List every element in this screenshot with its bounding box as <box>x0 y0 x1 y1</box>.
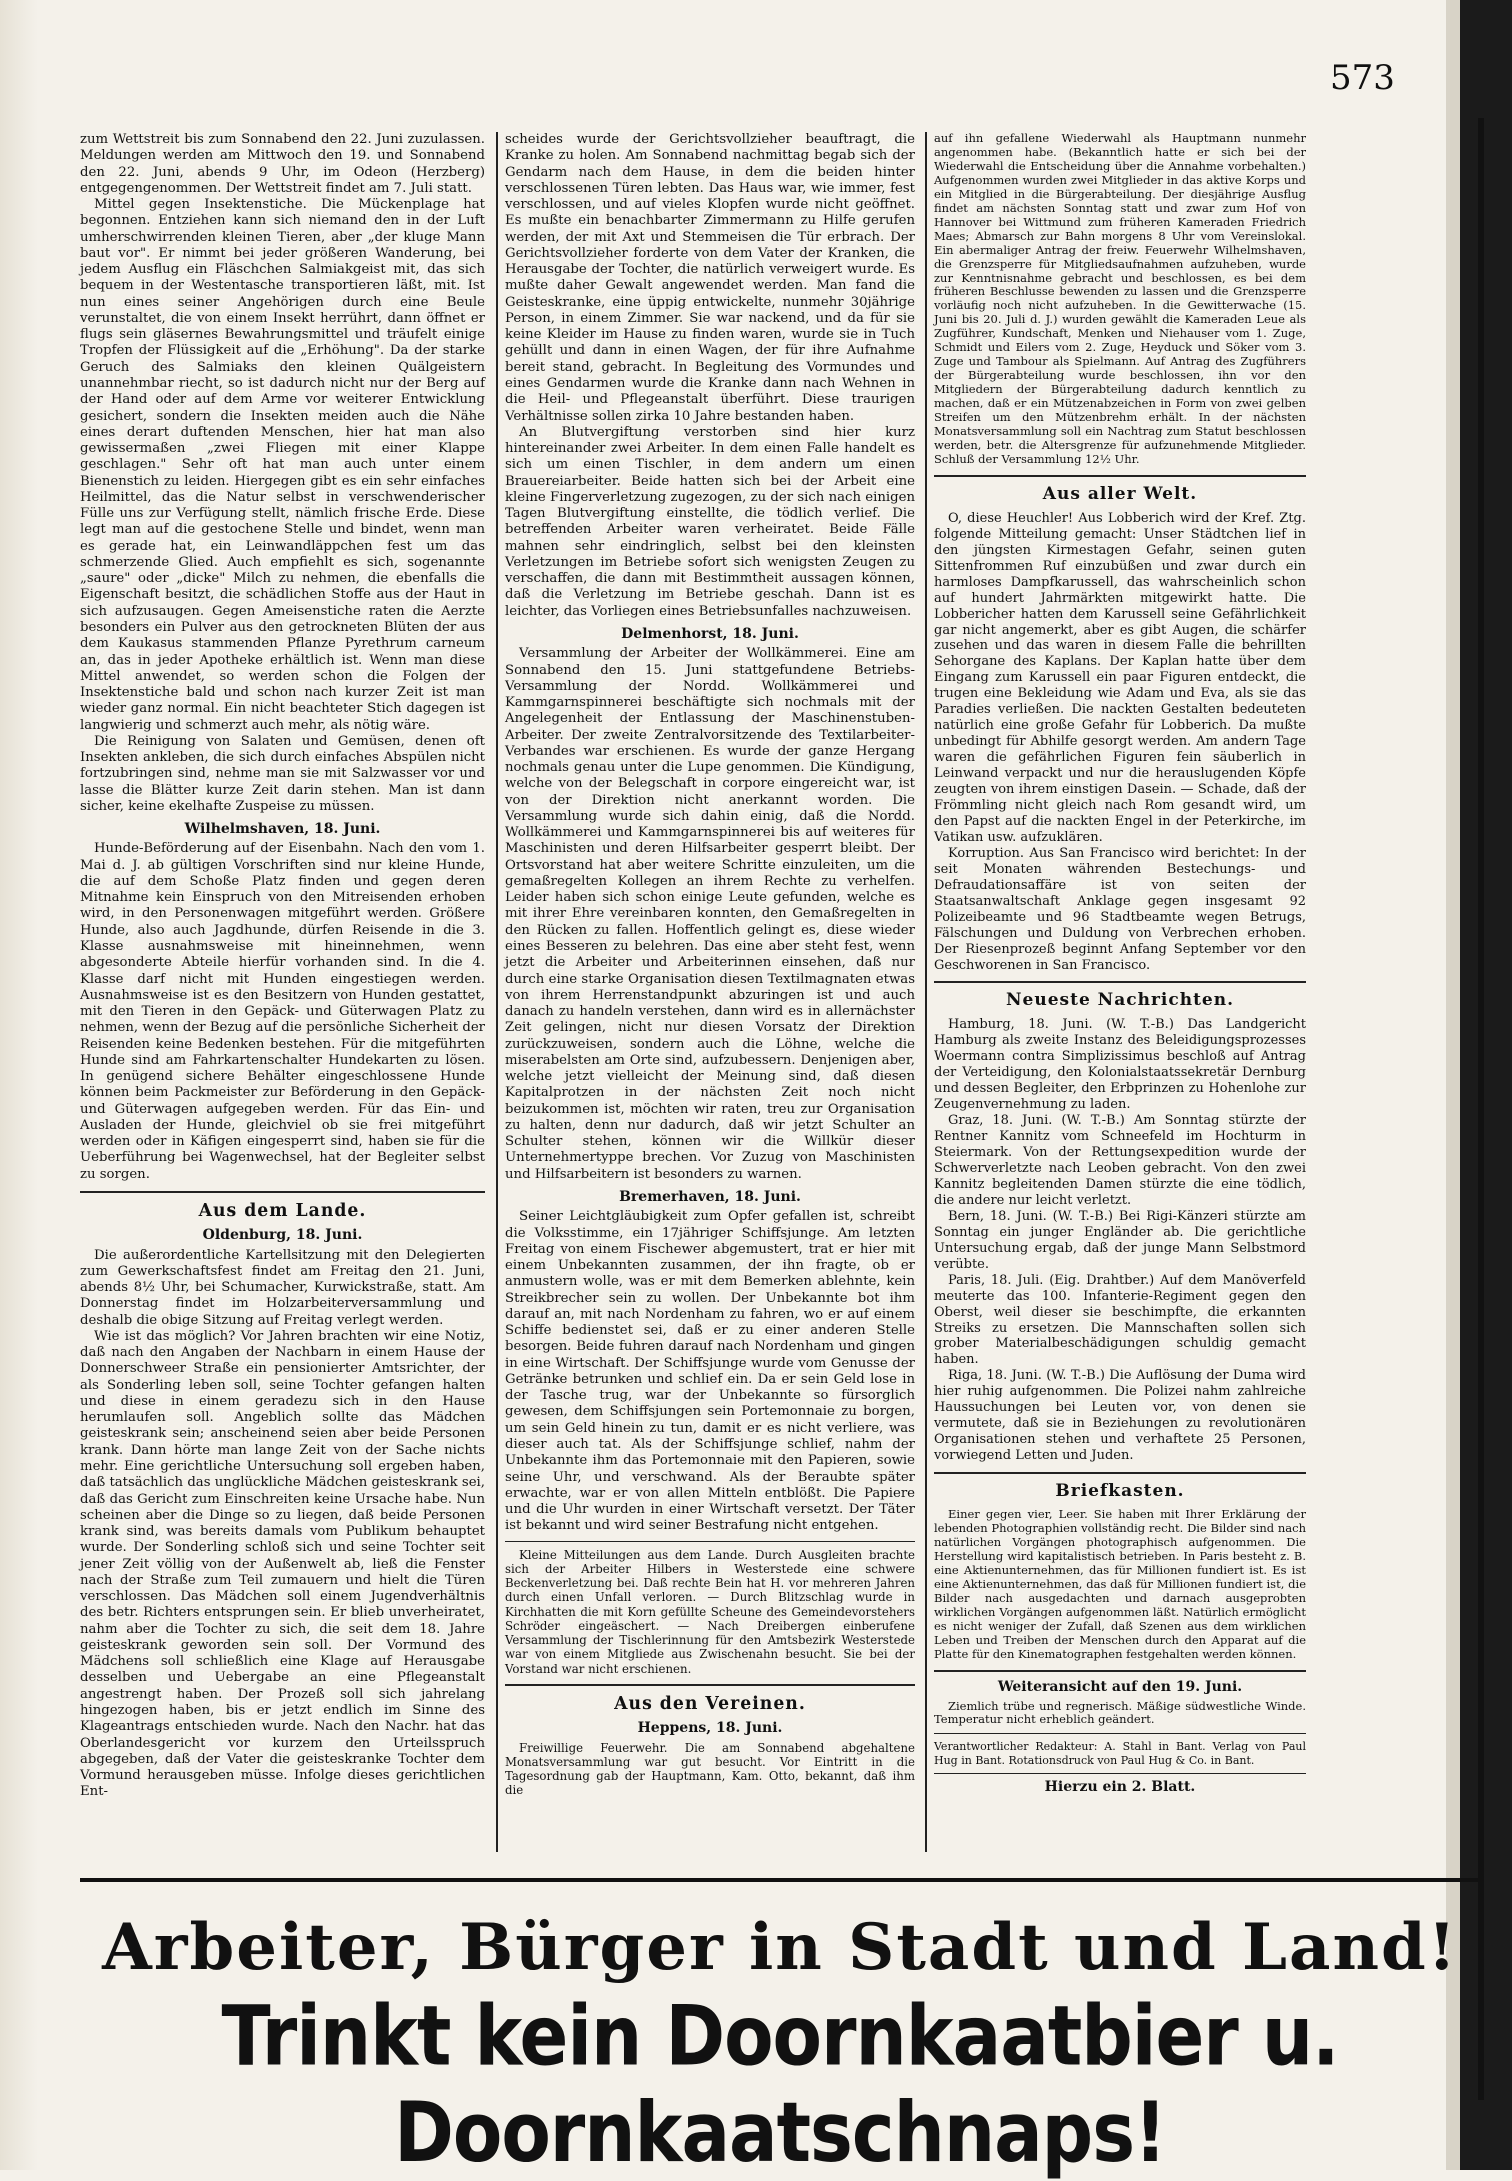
weather-heading: Weiteransicht auf den 19. Juni. <box>997 1678 1243 1695</box>
news-item: Paris, 18. Juli. (Eig. Drahtber.) Auf dem Manöverfeld meuterte das 100. Infanterie-Regiment gegen den Oberst, weil dieser sie beschimpfte, die erkannten Streiks zu ersetzen. Die Mannschaften sollen sich grober Materialbeschädigungen schuldig gemacht haben. <box>934 1272 1306 1368</box>
advertisement-banner <box>80 1878 1480 2181</box>
article-text: zum Wettstreit bis zum Sonnabend den 22. Juni zuzulassen. Meldungen werden am Mittwoch den 19. und Sonnabend den 22. Juni, abends 9 Uhr, im Odeon (Herzberg) entgegengenommen. Der Wettstreit findet am 7. Juli statt. <box>80 132 485 196</box>
column-1 <box>80 132 485 1801</box>
page-border <box>1478 118 1484 2100</box>
dateline: Heppens, 18. Juni. <box>637 1720 783 1737</box>
dateline: Delmenhorst, 18. Juni. <box>621 625 799 642</box>
article-text: Die außerordentliche Kartellsitzung mit den Delegierten zum Gewerkschaftsfest findet am Freitag den 21. Juni, abends 8½ Uhr, bei Schumacher, Kurwickstraße, statt. Am Donnerstag findet im Holzarbeiterversammlung und deshalb die obige Sitzung auf Freitag verlegt werden. <box>80 1247 485 1328</box>
article-text: Korruption. Aus San Francisco wird berichtet: In der seit Monaten währenden Bestechungs- und Defraudationsaffäre ist von seiten der Staatsanwaltschaft Anklage gegen insgesamt 92 Polizeibeamte und 96 Stadtbeamte wegen Betrugs, Fälschungen und Duldung von Verbrechen erhoben. Der Riesenprozeß beginnt Anfang September vor den Geschworenen in San Francisco. <box>934 845 1306 973</box>
news-item: Hamburg, 18. Juni. (W. T.-B.) Das Landgericht Hamburg als zweite Instanz des Beleidigungsprozesses Woermann contra Simplizissimus beschloß auf Antrag der Verteidigung, den Kolonialstaatssekretär Dernburg und dessen Begleiter, den Erbprinzen zu Hohenlohe zur Zeugenvernehmung zu laden. <box>934 1017 1306 1113</box>
section-heading: Aus aller Welt. <box>1042 483 1198 504</box>
divider <box>934 475 1306 477</box>
section-heading: Aus den Vereinen. <box>614 1693 806 1714</box>
binder-edge <box>1446 0 1460 2170</box>
news-item: Riga, 18. Juni. (W. T.-B.) Die Auflösung der Duma wird hier ruhig aufgenommen. Die Polizei nahm zahlreiche Haussuchungen bei Leuten vor, von denen sie vermutete, daß sie in Beziehungen zu revolutionären Organisationen stehen und verhaftete 25 Personen, vorwiegend Letten und Juden. <box>934 1368 1306 1464</box>
article-text: Versammlung der Arbeiter der Wollkämmerei. Eine am Sonnabend den 15. Juni stattgefundene Betriebs-Versammlung der Nordd. Wollkämmerei und Kammgarnspinnerei beschäftigte sich nochmals mit der Angelegenheit der Entlassung der Maschinenstuben-Arbeiter. Der zweite Zentralvorsitzende des Textilarbeiter-Verbandes war erschienen. Es wurde der ganze Hergang nochmals genau unter die Lupe genommen. Die Kündigung, welche von der Belegschaft in corpore eingereicht war, ist von der Direktion nicht anerkannt worden. Die Versammlung wurde sich dahin einig, daß die Nordd. Wollkämmerei und Kammgarnspinnerei bis auf weiteres für Maschinisten und deren Hilfsarbeiter gesperrt bleibt. Der Ortsvorstand hat aber weitere Schritte einzuleiten, um die gemaßregelten Kollegen an ihrem Rechte zu verhelfen. Leider haben sich schon einige Leute gefunden, welche es mit ihrer Ehre vereinbaren konnten, den Gemaßregelten in den Rücken zu fallen. Hoffentlich gelingt es, diese wieder eines Besseren zu belehren. Das eine aber steht fest, wenn jetzt die Arbeiter und Arbeiterinnen einsehen, daß nur durch eine starke Organisation diesen Textilmagnaten etwas von ihrem Herrenstandpunkt abzuringen ist und auch danach zu handeln verstehen, dann wird es in allernächster Zeit gelingen, nicht nur diesen Vorsatz der Direktion zurückzuweisen, sondern auch die Löhne, welche die miserabelsten am Orte sind, aufzubessern. Denjenigen aber, welche jetzt vielleicht der Meinung sind, daß diesen Kapitalprotzen in der nächsten Zeit noch nicht beizukommen ist, möchten wir raten, treu zur Organisation zu halten, denn nur dadurch, daß wir jetzt Schulter an Schulter stehen, können wir die Willkür dieser Unternehmertyppe brechen. Vor Zuzug von Maschinisten und Hilfsarbeitern ist besonders zu warnen. <box>505 646 915 1182</box>
banner-line-1: Arbeiter, Bürger in Stadt und Land! <box>102 1910 1458 1985</box>
article-text: auf ihn gefallene Wiederwahl als Hauptmann nunmehr angenommen habe. (Bekanntlich hatte er sich bei der Wiederwahl die Entscheidung über die Annahme vorbehalten.) Aufgenommen wurden zwei Mitglieder in das aktive Korps und ein Mitglied in die Bürgerabteilung. Der diesjährige Ausflug findet am nächsten Sonntag statt und zwar zum Hof von Hannover bei Wittmund zum früheren Kameraden Friedrich Maes; Abmarsch zur Bahn morgens 8 Uhr vom Vereinslokal. Ein abermaliger Antrag der freiw. Feuerwehr Wilhelmshaven, die Grenzsperre für Mitgliedsaufnahmen aufzuheben, wurde zur Kenntnisnahme gebracht und beschlossen, es bei dem früheren Beschlusse bewenden zu lassen und die Grenzsperre vorläufig noch nicht aufzuheben. In die Gewitterwache (15. Juni bis 20. Juli d. J.) wurden gewählt die Kameraden Leue als Zugführer, Kundschaft, Menken und Niehauser vom 1. Zuge, Schmidt und Eilers vom 2. Zuge, Heyduck und Söker vom 3. Zuge und Tambour als Spielmann. Auf Antrag des Zugführers der Bürgerabteilung wurde beschlossen, ihn vor den Mitgliedern der Bürgerabteilung dadurch kenntlich zu machen, daß er ein Mützenabzeichen in Form von zwei gelben Streifen um den Mützenbrehm erhält. In der nächsten Monatsversammlung soll ein Nachtrag zum Statut beschlossen werden, betr. die Altersgrenze für aufzunehmende Mitglieder. Schluß der Versammlung 12½ Uhr. <box>934 131 1306 466</box>
dateline: Bremerhaven, 18. Juni. <box>619 1189 801 1205</box>
weather-text: Ziemlich trübe und regnerisch. Mäßige südwestliche Winde. Temperatur nicht erheblich geändert. <box>934 1698 1306 1727</box>
divider <box>934 1670 1306 1672</box>
divider <box>934 1773 1306 1774</box>
column-2 <box>505 132 915 1798</box>
binder-strip <box>1460 0 1512 2170</box>
dateline: Oldenburg, 18. Juni. <box>202 1227 363 1244</box>
section-heading: Briefkasten. <box>1055 1481 1185 1502</box>
dateline: Wilhelmshaven, 18. Juni. <box>184 821 381 838</box>
divider <box>934 1472 1306 1474</box>
article-text: An Blutvergiftung verstorben sind hier kurz hintereinander zwei Arbeiter. In dem einen Falle handelt es sich um einen Tischler, in dem andern um einen Brauereiarbeiter. Beide hatten sich bei der Arbeit eine kleine Fingerverletzung zugezogen, zu der sich nach einigen Tagen Blutvergiftung einstellte, die tödlich verlief. Die betreffenden Arbeiter waren verheiratet. Beide Fälle mahnen sehr eindringlich, selbst bei den kleinsten Verletzungen im Betriebe sofort sich wenigsten Zeugen zu verschaffen, die dann mit Bestimmtheit aussagen können, daß die Verletzung im Betriebe geschah. Dann ist es leichter, das Vorliegen eines Betriebsunfalles nachzuweisen. <box>505 424 915 619</box>
section-heading: Aus dem Lande. <box>198 1201 367 1221</box>
news-item: Bern, 18. Juni. (W. T.-B.) Bei Rigi-Känzeri stürzte am Sonntag ein junger Engländer ab. Die gerichtliche Untersuchung ergab, daß der junge Mann Selbstmord verübte. <box>934 1208 1306 1272</box>
article-text: scheides wurde der Gerichtsvollzieher beauftragt, die Kranke zu holen. Am Sonnabend nachmittag begab sich der Gendarm nach dem Hause, in dem die beiden hinter verschlossenen Türen lebten. Das Haus war, wie immer, fest verschlossen, und auf vieles Klopfen wurde nicht geöffnet. Es mußte ein benachbarter Zimmermann zu Hilfe gerufen werden, der mit Axt und Stemmeisen die Tür erbrach. Der Gerichtsvollzieher forderte von dem Vater der Kranken, die Herausgabe der Tochter, die natürlich verweigert wurde. Es mußte daher Gewalt angewendet werden. Man fand die Geisteskranke, eine üppig entwickelte, nunmehr 30jährige Person, in einem Zimmer. Sie war nackend, und da für sie keine Kleider im Hause zu finden waren, wurde sie in Tuch gehüllt und dann in einen Wagen, der für ihre Aufnahme bereit stand, gebracht. In Begleitung des Vormundes und eines Gendarmen wurde die Kranke dann nach Wehnen in die Heil- und Pflegeanstalt überführt. Diese traurigen Verhältnisse sollen zirka 10 Jahre bestanden haben. <box>505 132 915 424</box>
article-text: Hunde-Beförderung auf der Eisenbahn. Nach den vom 1. Mai d. J. ab gültigen Vorschriften sind nur kleine Hunde, die auf dem Schoße Platz finden und gegen deren Mitnahme kein Einspruch von den Mitreisenden erhoben wird, in den Personenwagen mitgeführt werden. Größere Hunde, also auch Jagdhunde, dürfen Reisende in die 3. Klasse ausnahmsweise mit hineinnehmen, wenn abgesonderte Abteile hierfür vorhanden sind. In die 4. Klasse darf nicht mit Hunden eingestiegen werden. Ausnahmsweise ist es den Besitzern von Hunden gestattet, mit den Tieren in den Gepäck- und Güterwagen Platz zu nehmen, wenn der Bezug auf die persönliche Sicherheit der Reisenden keine Bedenken bestehen. Für die mitgeführten Hunde sind am Fahrkartenschalter Hundekarten zu lösen. In genügend sichere Behälter eingeschlossene Hunde können beim Packmeister zur Beförderung in den Gepäck- und Güterwagen aufgegeben werden. Für das Ein- und Ausladen der Hunde, gleichviel ob sie frei mitgeführt werden oder in Käfigen eingesperrt sind, haben sie für die Ueberführung bei Wagenwechsel, hat der Begleiter selbst zu sorgen. <box>80 841 485 1182</box>
article-text: Die Reinigung von Salaten und Gemüsen, denen oft Insekten ankleben, die sich durch einfaches Abspülen nicht fortzubringen sind, nehme man sie mit Salzwasser vor und lasse die Blätter kurze Zeit darin stehen. Man ist dann sicher, keine ekelhafte Zuspeise zu müssen. <box>80 733 485 814</box>
article-text: Wie ist das möglich? Vor Jahren brachten wir eine Notiz, daß nach den Angaben der Nachbarn in einem Hause der Donnerschweer Straße ein pensionierter Amtsrichter, der als Sonderling leben soll, seine Tochter gefangen halten und diese in einem geradezu sich in den Hause herumlaufen soll. Angeblich sollte das Mädchen geisteskrank sein; anscheinend seien aber beide Personen krank. Dann hörte man lange Zeit von der Sache nichts mehr. Eine gerichtliche Untersuchung soll ergeben haben, daß tatsächlich das unglückliche Mädchen geisteskrank sei, daß das Gericht zum Einschreiten keine Ursache habe. Nun scheinen aber die Dinge so zu liegen, daß beide Personen krank sind, was bereits damals vom Publikum behauptet wurde. Der Sonderling schloß sich und seine Tochter seit jener Zeit völlig von der Außenwelt ab, ließ die Fenster nach der Straße zum Teil zumauern und hielt die Türen verschlossen. Das Mädchen soll einem Jugendverhältnis des betr. Richters entsprungen sein. Er blieb unverheiratet, nahm aber die Tochter zu sich, die seit dem 18. Jahre geisteskrank geworden sein soll. Der Vormund des Mädchens soll schließlich eine Klage auf Herausgabe desselben und Uebergabe an eine Pflegeanstalt angestrengt haben. Der Prozeß soll sich jahrelang hingezogen haben, bis er jetzt endlich im Sinne des Klageantrags entschieden wurde. Nach den Nachr. hat das Oberlandesgericht vor kurzem den Urteilsspruch abgegeben, daß der Vater die geisteskranke Tochter dem Vormund herausgeben müsse. Infolge dieses gerichtlichen Ent- <box>80 1328 485 1800</box>
imprint: Verantwortlicher Redakteur: A. Stahl in Bant. Verlag von Paul Hug in Bant. Rotationsdruck von Paul Hug & Co. in Bant. <box>934 1740 1306 1767</box>
letterbox-text: Einer gegen vier, Leer. Sie haben mit Ihrer Erklärung der lebenden Photographien vollständig recht. Die Bilder sind nach natürlichen Vorgängen photographisch aufgenommen. Die Herstellung wird kapitalistisch betrieben. In Paris besteht z. B. eine Aktienunternehmen, das für Millionen fundiert ist. Es ist eine Aktienunternehmen, das daß für Millionen fundiert ist, die Bilder nach ausgedachten und darnach ausgeprobten wirklichen Vorgängen aufgenommen läßt. Natürlich ermöglicht es nicht weniger der Zufall, daß Szenen aus dem wirklichen Leben und Treiben der Menschen durch den Apparat auf die Platte für den Kinematographen festgehalten werden können. <box>934 1507 1306 1661</box>
column-rule <box>496 132 498 1852</box>
article-small-text: Kleine Mitteilungen aus dem Lande. Durch Ausgleiten brachte sich der Arbeiter Hilbers in Westerstede eine schwere Beckenverletzung bei. Daß rechte Bein hat H. vor mehreren Jahren durch einen Unfall verloren. — Durch Blitzschlag wurde in Kirchhatten die mit Korn gefüllte Scheune des Gemeindevorstehers Schröder eingeäschert. — Nach Dreibergen einberufene Versammlung der Tischlerinnung für den Amtsbezirk Westerstede war von einem Mitgliede aus Zwischenahn besucht. Sie bei der Vorstand war nicht erschienen. <box>505 1547 915 1676</box>
news-item: Graz, 18. Juni. (W. T.-B.) Am Sonntag stürzte der Rentner Kannitz vom Schneefeld im Hochturm in Steiermark. Von der Rettungsexpedition wurde der Schwerverletzte nach Leoben gebracht. Von den zwei Kannitz begleitenden Damen stürzte die eine tödlich, die andere nur leicht verletzt. <box>934 1113 1306 1208</box>
page-gutter <box>0 0 38 2170</box>
column-3 <box>934 132 1306 1800</box>
section-heading: Neueste Nachrichten. <box>1005 990 1235 1011</box>
article-text: Seiner Leichtgläubigkeit zum Opfer gefallen ist, schreibt die Volksstimme, ein 17jähriger Schiffsjunge. Am letzten Freitag von einem Fischewer abgemustert, trat er hier mit einem Unbekannten zusammen, der ihn fragte, ob er anmustern wolle, was er mit dem Bemerken ablehnte, kein Streikbrecher sein zu wollen. Der Unbekannte bot ihm darauf an, mit nach Nordenham zu fahren, wo er auf einem Schiffe bedienstet sei, daß er zu einer anderen Stelle besorgen. Beide fuhren darauf nach Nordenham und gingen in eine Wirtschaft. Der Schiffsjunge wurde vom Genusse der Getränke betrunken und schlief ein. Da er sein Geld lose in der Tasche trug, war der Unbekannte so fürsorglich gewesen, dem Schiffsjungen sein Portemonnaie zu borgen, um sein Geld hinein zu tun, damit er es nicht verliere, was dieser auch tat. Als der Schiffsjunge schlief, nahm der Unbekannte ihm das Portemonnaie mit den Papieren, sowie seine Uhr, und verschwand. Als der Beraubte später erwachte, war er von allen Mitteln entblößt. Die Papiere und die Uhr wurden in einer Wirtschaft versetzt. Der Täter ist bekannt und wird seiner Bestrafung nicht entgehen. <box>505 1209 915 1534</box>
divider <box>505 1541 915 1542</box>
divider <box>505 1684 915 1686</box>
page-number: 573 <box>1330 58 1395 98</box>
article-text: Freiwillige Feuerwehr. Die am Sonnabend abgehaltene Monatsversammlung war gut besucht. Vor Eintritt in die Tagesordnung gab der Hauptmann, Kam. Otto, bekannt, daß ihm die <box>505 1740 915 1798</box>
article-text: Mittel gegen Insektenstiche. Die Mückenplage hat begonnen. Entziehen kann sich niemand den in der Luft umherschwirrenden kleinen Tieren, aber „der kluge Mann baut vor". Er nimmt bei jeder größeren Wanderung, bei jedem Ausflug ein Fläschchen Salmiakgeist mit, das sich bequem in der Westentasche transportieren läßt, mit. Ist nun eines seiner Angehörigen durch eine Beule verunstaltet, die von einem Insekt herrührt, dann öffnet er flugs sein gläsernes Bewahrungsmittel und träufelt einige Tropfen der Flüssigkeit auf die „Erhöhung". Da der starke Geruch des Salmiaks den kleinen Quälgeistern unannehmbar riecht, so ist dadurch nicht nur der Berg auf der Hand oder auf dem Arme vor weiterer Entwicklung gesichert, sondern die Insekten meiden auch die Nähe eines derart duftenden Menschen, hier hat man also gewissermaßen „zwei Fliegen mit einer Klappe geschlagen." Sehr oft hat man auch unter einem Bienenstich zu leiden. Hiergegen gibt es ein sehr einfaches Heilmittel, das die Natur selbst in verschwenderischer Fülle uns zur Verfügung stellt, nämlich frische Erde. Diese legt man auf die gestochene Stelle und bindet, wenn man es gerade hat, ein Leinwandläppchen fest um das schmerzende Glied. Auch empfiehlt es sich, sogenannte „saure" oder „dicke" Milch zu nehmen, die ebenfalls die Eigenschaft besitzt, die schädlichen Stoffe aus der Haut in sich aufzusaugen. Gegen Ameisenstiche raten die Aerzte besonders ein Pulver aus den getrockneten Blüten der aus dem Kaukasus stammenden Pflanze Pyrethrum carneum an, das in jeder Apotheke erhältlich ist. Wenn man diese Mittel anwendet, so werden schon die Folgen der Insektenstiche bald und schon nach kurzer Zeit ist man wieder ganz normal. Ein nicht beachteter Stich dagegen ist langwierig und schmerzt auch mehr, als nötig wäre. <box>80 197 485 733</box>
column-rule <box>925 132 927 1852</box>
divider <box>934 1733 1306 1734</box>
divider <box>934 981 1306 983</box>
article-text: O, diese Heuchler! Aus Lobberich wird der Kref. Ztg. folgende Mitteilung gemacht: Unser Städtchen lief in den jüngsten Kirmestagen Gefahr, seinen guten Sittenfrommen Ruf einzubüßen und zwar durch ein harmloses Dampfkarussell, das wahrscheinlich schon auf hundert Jahrmärkten mitgewirkt hatte. Die Lobbericher hatten dem Karussell seine Gefährlichkeit gar nicht angemerkt, aber es gibt Augen, die schärfer zusehen und das waren in diesem Falle die behrillten Sehorgane des Kaplans. Der Kaplan hatte über dem Eingang zum Karussell ein paar Figuren entdeckt, die trugen eine Bekleidung wie Adam und Eva, als sie das Paradies verließen. Die nackten Gestalten bedeuteten natürlich eine große Gefahr für Lobberich. Da mußte unbedingt für Abhilfe gesorgt werden. Am andern Tage waren die gefährlichen Figuren fein säuberlich in Leinwand verpackt und nur die herauslugenden Köpfe zeugten von ihrem einstigen Dasein. — Schade, daß der Frömmling nicht gleich nach Rom gesandt wird, um den Papst auf die nackten Engel in der Peterkirche, im Vatikan usw. aufzuklären. <box>934 510 1306 845</box>
supplement-note: Hierzu ein 2. Blatt. <box>1044 1778 1196 1795</box>
divider <box>80 1191 485 1193</box>
banner-line-2: Trinkt kein Doornkaatbier u. Doornkaatschnaps! <box>221 1987 1339 2181</box>
